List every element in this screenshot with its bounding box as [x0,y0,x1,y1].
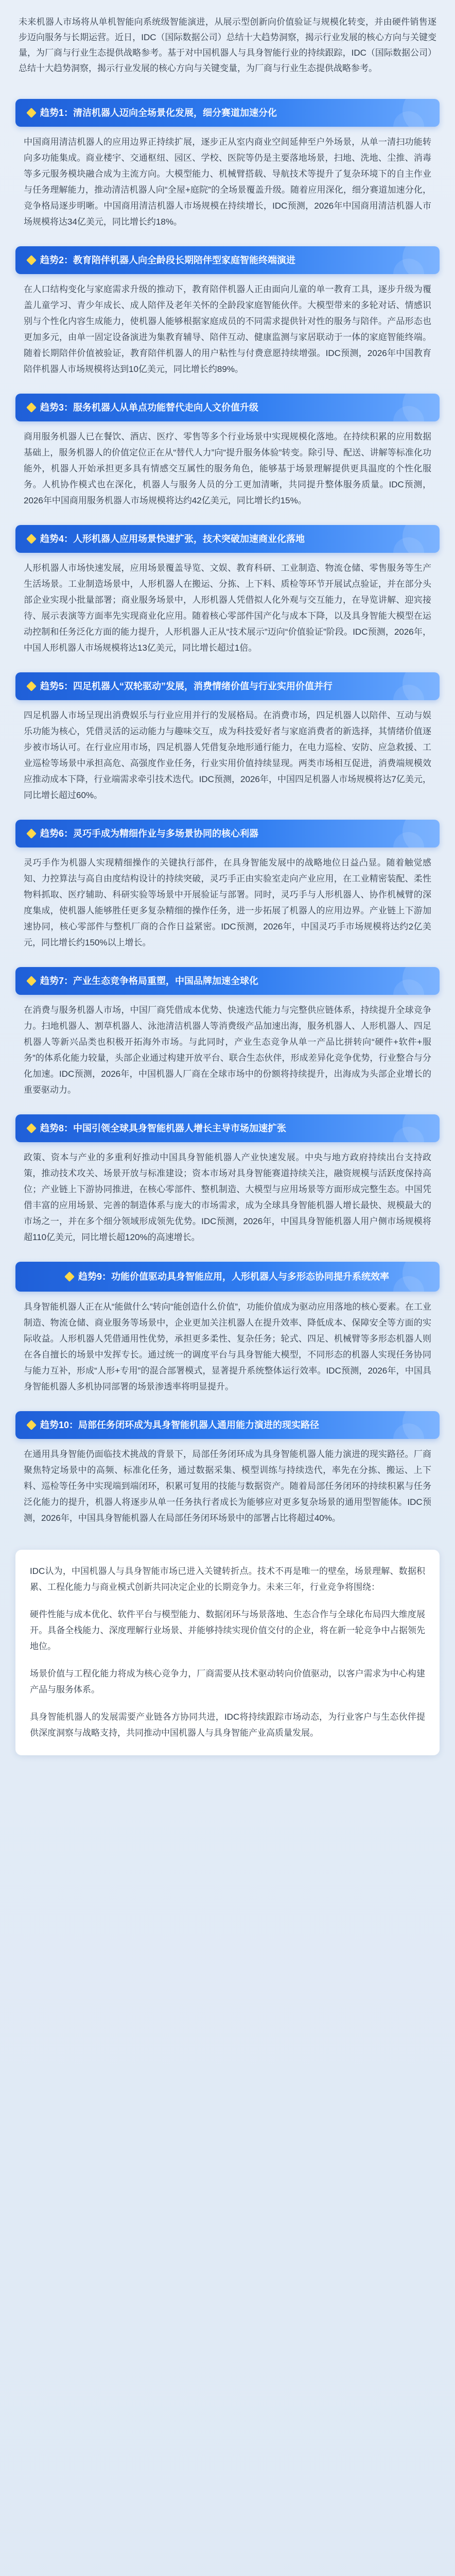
trend-banner [15,1411,440,1439]
closing-paragraph: 具身智能机器人的发展需要产业链各方协同共进，IDC将持续跟踪市场动态，为行业客户与生态伙伴提供深度洞察与战略支持，共同推动中国机器人与具身智能产业高质量发展。 [30,1712,425,1738]
trend-section-4 [15,525,440,659]
trend-section-3 [15,394,440,512]
trend-section-8 [15,1114,440,1248]
sparkle-icon [26,1420,37,1430]
trend-banner [15,1262,440,1292]
trend-section-9 [15,1262,440,1398]
trend-section-5 [15,672,440,806]
trend-banner [15,246,440,274]
trend-banner [15,672,440,700]
intro-paragraph: 未来机器人市场将从单机智能向系统级智能演进，从展示型创新向价值验证与规模化转变，并由硬件销售逐步迈向服务与长期运营。近日，IDC（国际数据公司）总结十大趋势洞察，揭示行业发展的核心方向与关键变量，为厂商与行业生态提供战略参考。基于对中国机器人与具身智能行业的持续跟踪，IDC（国际数据公司）总结十大趋势洞察，揭示行业发展的核心方向与关键变量，为厂商与行业生态提供战略参考。 [19,17,436,73]
sparkle-icon [26,976,37,986]
trend-title: 趋势5：四足机器人“双轮驱动”发展，消费情绪价值与行业实用价值并行 [40,681,333,691]
trend-title: 趋势9：功能价值驱动具身智能应用，人形机器人与多形态协同提升系统效率 [78,1272,389,1282]
sparkle-icon [26,1123,37,1133]
trend-section-1 [15,99,440,233]
sparkle-icon [26,255,37,265]
trend-title: 趋势1：清洁机器人迈向全场景化发展，细分赛道加速分化 [40,108,277,118]
trend-section-6 [15,820,440,954]
closing-paragraph: 场景价值与工程化能力将成为核心竞争力，厂商需要从技术驱动转向价值驱动，以客户需求为中心构建产品与服务体系。 [30,1669,425,1694]
trend-banner [15,525,440,553]
trend-body: 人形机器人市场快速发展，应用场景覆盖导览、文娱、教育科研、工业制造、物流仓储、零售服务等生产生活场景。工业制造场景中，人形机器人在搬运、分拣、上下料、质检等环节开展试点验证，并在部分头部企业实现小批量部署；商业服务场景中，人形机器人凭借拟人化外观与交互能力，在导览讲解、迎宾接待、展示表演等方面率先实现商业化应用。随着核心零部件国产化与成本下降，以及具身智能大模型在运动控制和任务泛化方面的能力提升，人形机器人正从“技术展示”迈向“价值验证”阶段。IDC预测，2026年，中国人形机器人市场规模将达13亿美元，同比增长超过1倍。 [24,563,431,653]
trend-banner [15,1114,440,1142]
sparkle-icon [26,828,37,839]
trend-body: 在消费与服务机器人市场，中国厂商凭借成本优势、快速迭代能力与完整供应链体系，持续提升全球竞争力。扫地机器人、割草机器人、泳池清洁机器人等消费级产品加速出海，服务机器人、人形机器人、四足机器人等新兴品类也积极开拓海外市场。与此同时，产业生态竞争从单一产品比拼转向“硬件+软件+服务”的体系化能力较量，头部企业通过构建开放平台、联合生态伙伴，形成差异化竞争优势，行业整合与分化加速。IDC预测，2026年，中国机器人厂商在全球市场中的份额将持续提升，出海成为头部企业增长的重要驱动力。 [24,1005,431,1095]
trend-body: 在人口结构变化与家庭需求升级的推动下，教育陪伴机器人正由面向儿童的单一教育工具，逐步升级为覆盖儿童学习、青少年成长、成人陪伴及老年关怀的全龄段家庭智能伙伴。大模型带来的多轮对话、情感识别与个性化内容生成能力，使机器人能够根据家庭成员的不同需求提供针对性的服务与陪伴。产品形态也更加多元，由单一固定设备演进为集教育辅导、陪伴互动、健康监测与家居联动于一体的家庭智能终端。随着长期陪伴价值被验证，教育陪伴机器人的用户粘性与付费意愿持续增强。IDC预测，2026年中国教育陪伴机器人市场规模将达到10亿美元，同比增长约89%。 [24,284,431,374]
trend-body: 商用服务机器人已在餐饮、酒店、医疗、零售等多个行业场景中实现规模化落地。在持续积累的应用数据基础上，服务机器人的价值定位正在从“替代人力”向“提升服务体验”转变。除引导、配送、讲解等标准化功能外，机器人开始承担更多具有情感交互属性的服务角色，能够基于场景理解提供更具温度的个性化服务。人机协作模式也在深化，机器人与服务人员的分工更加清晰，共同提升整体服务质量。IDC预测，2026年中国商用服务机器人市场规模将达约42亿美元，同比增长约15%。 [24,432,431,505]
trend-title: 趋势7：产业生态竞争格局重塑，中国品牌加速全球化 [40,976,259,986]
trend-title: 趋势2：教育陪伴机器人向全龄段长期陪伴型家庭智能终端演进 [40,255,296,265]
trend-banner [15,99,440,127]
closing-card [15,1550,440,1755]
trend-title: 趋势4：人形机器人应用场景快速扩张，技术突破加速商业化落地 [40,534,305,544]
trend-section-7 [15,967,440,1101]
trend-section-10 [15,1411,440,1529]
trend-body: 具身智能机器人正在从“能做什么”转向“能创造什么价值”，功能价值成为驱动应用落地的核心要素。在工业制造、物流仓储、商业服务等场景中，企业更加关注机器人在提升效率、降低成本、保障安全等方面的实际收益。人形机器人凭借通用性优势，承担更多柔性、复杂任务；轮式、四足、机械臂等多形态机器人则在各自擅长的场景中发挥专长。通过统一的调度平台与具身智能大模型，不同形态的机器人实现任务协同与能力互补，形成“人形+专用”的混合部署模式，显著提升系统整体运行效率。IDC预测，2026年，中国具身智能机器人多机协同部署的场景渗透率将明显提升。 [24,1302,431,1392]
sparkle-icon [26,681,37,691]
trend-title: 趋势6：灵巧手成为精细作业与多场景协同的核心利器 [40,828,259,839]
trend-body: 四足机器人市场呈现出消费娱乐与行业应用并行的发展格局。在消费市场，四足机器人以陪伴、互动与娱乐功能为核心，凭借灵活的运动能力与趣味交互，成为科技爱好者与家庭消费者的新选择，其情绪价值逐步被市场认可。在行业应用市场，四足机器人凭借复杂地形通行能力，在电力巡检、安防、应急救援、工业巡检等场景中承担高危、高强度作业任务，行业实用价值持续显现。两类市场相互促进，消费端规模效应推动成本下降，行业端需求牵引技术迭代。IDC预测，2026年，中国四足机器人市场规模将达7亿美元，同比增长超过60%。 [24,710,431,800]
trend-section-2 [15,246,440,380]
sparkle-icon [26,108,37,118]
trend-body: 政策、资本与产业的多重利好推动中国具身智能机器人产业快速发展。中央与地方政府持续出台支持政策，推动技术攻关、场景开放与标准建设；资本市场对具身智能赛道持续关注，融资规模与活跃度保持高位；产业链上下游协同推进，在核心零部件、整机制造、大模型与应用场景等方面形成完整生态。中国凭借丰富的应用场景、完善的制造体系与庞大的市场需求，成为全球具身智能机器人增长最快、规模最大的市场之一，并在多个细分领域形成领先优势。IDC预测，2026年，中国具身智能机器人用户侧市场规模将超110亿美元，同比增长超120%的高速增长。 [24,1153,431,1242]
trend-banner [15,967,440,995]
trend-banner [15,820,440,848]
sparkle-icon [64,1272,75,1282]
trend-body: 灵巧手作为机器人实现精细操作的关键执行部件，在具身智能发展中的战略地位日益凸显。随着触觉感知、力控算法与高自由度结构设计的持续突破，灵巧手正由实验室走向产业应用，在工业精密装配、柔性物料抓取、医疗辅助、科研实验等场景中开展验证与部署。同时，灵巧手与人形机器人、协作机械臂的深度集成，使机器人能够胜任更多复杂精细的操作任务，进一步拓展了机器人的应用边界。产业链上下游加速协同，核心零部件与整机厂商的合作日益紧密。IDC预测，2026年，中国灵巧手市场规模将达约2亿美元，同比增长约150%以上增长。 [24,858,431,947]
trend-title: 趋势8：中国引领全球具身智能机器人增长主导市场加速扩张 [40,1123,287,1133]
trend-title: 趋势10：局部任务闭环成为具身智能机器人通用能力演进的现实路径 [40,1420,320,1430]
trend-body: 中国商用清洁机器人的应用边界正持续扩展，逐步正从室内商业空间延伸至户外场景，从单一清扫功能转向多功能集成。商业楼宇、交通枢纽、园区、学校、医院等仍是主要落地场景，扫地、洗地、尘推、消毒等多元服务模块融合成为主流方向。大模型能力、机械臂搭载、导航技术等提升了复杂环境下的自主作业与任务理解能力，推动清洁机器人向“全屋+庭院”的全场景覆盖升级。随着应用深化，细分赛道加速分化，竞争格局逐步明晰。中国商用清洁机器人市场规模在持续增长，IDC预测，2026年中国商用清洁机器人市场规模将达34亿美元，同比增长约18%。 [24,137,431,227]
sparkle-icon [26,534,37,544]
trend-body: 在通用具身智能仍面临技术挑战的背景下，局部任务闭环成为具身智能机器人能力演进的现实路径。厂商聚焦特定场景中的高频、标准化任务，通过数据采集、模型训练与持续迭代，率先在分拣、搬运、上下料、巡检等任务中实现端到端闭环，积累可复用的技能与数据资产。随着局部任务闭环的持续积累与任务泛化能力的提升，机器人将逐步从单一任务执行者成长为能够应对更多复杂场景的通用型智能体。IDC预测，2026年，中国具身智能机器人在局部任务闭环场景中的部署占比将超过40%。 [24,1449,431,1523]
sparkle-icon [26,402,37,413]
trend-banner [15,394,440,421]
closing-paragraph: 硬件性能与成本优化、软件平台与模型能力、数据闭环与场景落地、生态合作与全球化布局四大维度展开。具备全栈能力、深度理解行业场景、并能够持续实现价值交付的企业，将在新一轮竞争中占据领先地位。 [30,1609,425,1651]
trend-title: 趋势3：服务机器人从单点功能替代走向人文价值升级 [40,402,259,413]
closing-paragraph: IDC认为，中国机器人与具身智能市场已进入关键转折点。技术不再是唯一的壁垒，场景理解、数据积累、工程化能力与商业模式创新共同决定企业的长期竞争力。未来三年，行业竞争将围绕： [30,1566,425,1592]
